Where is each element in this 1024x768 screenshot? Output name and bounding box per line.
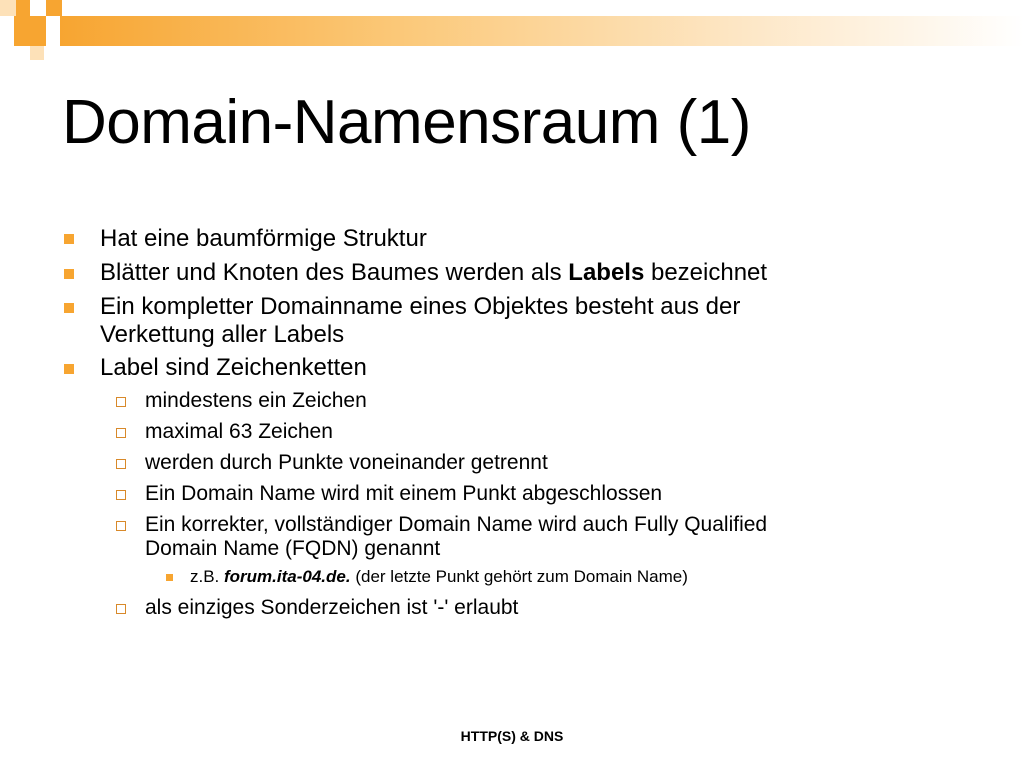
slide-header-decoration bbox=[0, 0, 1024, 48]
hollow-square-bullet-icon bbox=[116, 428, 126, 438]
example-item bbox=[190, 567, 688, 587]
sub-bullet-item bbox=[145, 389, 367, 413]
sub-bullet-item bbox=[145, 482, 662, 506]
sub-bullet-text: als einziges Sonderzeichen ist '-' erlaubt bbox=[145, 596, 519, 619]
bullet-text: Blätter und Knoten des Baumes werden als bbox=[100, 259, 569, 286]
bullet-item bbox=[100, 293, 740, 349]
orange-square-bullet-icon bbox=[64, 364, 74, 374]
sub-bullet-text: Ein Domain Name wird mit einem Punkt abgeschlossen bbox=[145, 482, 663, 505]
hollow-square-bullet-icon bbox=[116, 490, 126, 500]
sub-bullet-item bbox=[145, 451, 548, 475]
example-prefix: z.B. bbox=[190, 567, 225, 586]
sub-bullet-item bbox=[145, 596, 518, 620]
decor-square bbox=[14, 16, 46, 46]
header-gradient-bar bbox=[60, 16, 1024, 46]
slide-title: Domain-Namensraum (1) bbox=[62, 88, 751, 157]
decor-square bbox=[30, 46, 44, 60]
decor-square bbox=[0, 0, 16, 16]
slide-footer: HTTP(S) & DNS bbox=[460, 728, 564, 744]
bullet-text: Label sind Zeichenketten bbox=[100, 354, 367, 381]
bullet-text: bezeichnet bbox=[644, 259, 768, 286]
sub-bullet-item bbox=[145, 513, 767, 561]
example-domain: forum.ita-04.de. bbox=[224, 567, 351, 586]
sub-bullet-text: maximal 63 Zeichen bbox=[145, 420, 333, 443]
bullet-text: Hat eine baumförmige Struktur bbox=[100, 225, 427, 252]
sub-bullet-text: mindestens ein Zeichen bbox=[145, 389, 367, 412]
bullet-text: Verkettung aller Labels bbox=[100, 321, 345, 348]
orange-square-bullet-icon bbox=[64, 303, 74, 313]
bold-term: Labels bbox=[568, 259, 645, 286]
orange-square-bullet-icon bbox=[64, 234, 74, 244]
orange-square-bullet-icon bbox=[64, 269, 74, 279]
bullet-item bbox=[100, 259, 767, 287]
sub-bullet-text: Ein korrekter, vollständiger Domain Name wird auch Fully Qualified bbox=[145, 513, 768, 536]
bullet-item bbox=[100, 354, 367, 382]
example-note: (der letzte Punkt gehört zum Domain Name) bbox=[350, 567, 688, 586]
decor-square bbox=[46, 0, 62, 16]
bullet-text: Ein kompletter Domainname eines Objektes besteht aus der bbox=[100, 293, 741, 320]
bullet-item bbox=[100, 225, 427, 253]
sub-bullet-text: Domain Name (FQDN) genannt bbox=[145, 537, 441, 560]
decor-square bbox=[16, 0, 30, 16]
sub-bullet-item bbox=[145, 420, 333, 444]
hollow-square-bullet-icon bbox=[116, 397, 126, 407]
hollow-square-bullet-icon bbox=[116, 604, 126, 614]
sub-bullet-text: werden durch Punkte voneinander getrennt bbox=[145, 451, 548, 474]
orange-square-bullet-icon bbox=[166, 574, 173, 581]
hollow-square-bullet-icon bbox=[116, 459, 126, 469]
hollow-square-bullet-icon bbox=[116, 521, 126, 531]
